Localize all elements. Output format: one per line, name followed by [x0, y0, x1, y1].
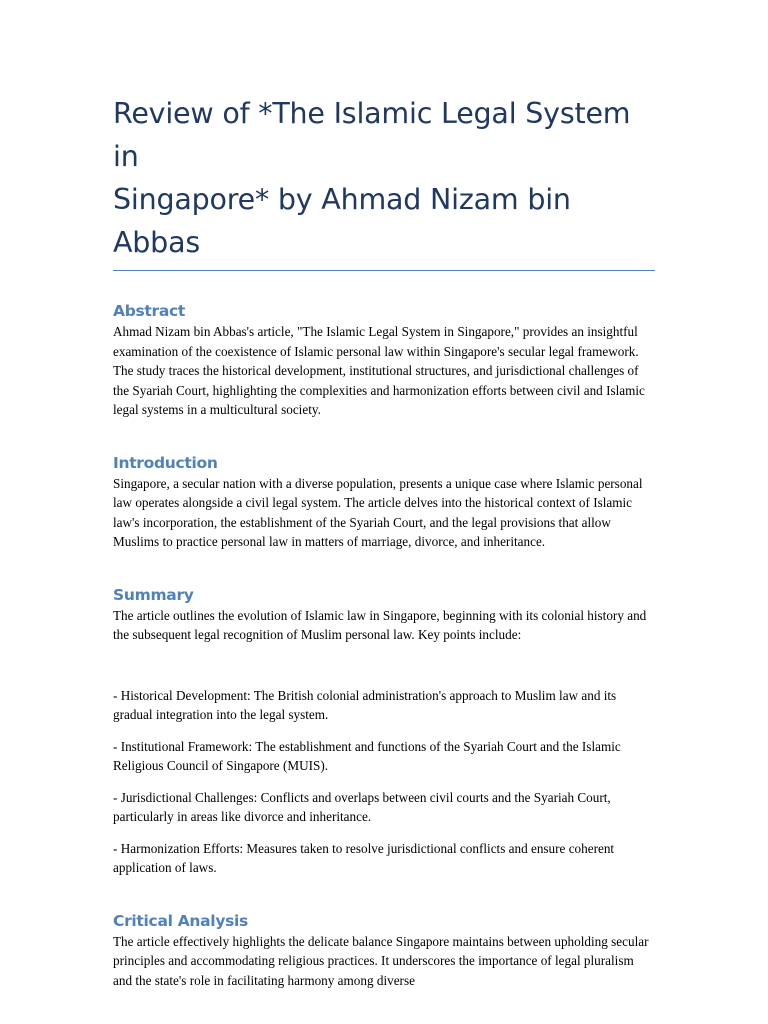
summary-heading: Summary — [113, 585, 194, 604]
summary-point-harmonization-efforts: - Harmonization Efforts: Measures taken to resolve jurisdictional conflicts and ensure coherent application of laws. — [113, 840, 615, 875]
title-line-2: Singapore* by Ahmad Nizam bin Abbas — [113, 183, 571, 259]
summary-point-historical-development: - Historical Development: The British colonial administration's approach to Muslim law and its gradual integration into the legal system. — [113, 687, 617, 722]
section-summary — [113, 584, 655, 878]
critical-analysis-body: The article effectively highlights the delicate balance Singapore maintains between upholding secular principles and accommodating religious practices. It underscores the importance of legal pluralism and the state's role in facilitating harmony among diverse — [113, 933, 649, 988]
summary-body: The article outlines the evolution of Islamic law in Singapore, beginning with its colonial history and the subsequent legal recognition of Muslim personal law. Key points include: — [113, 607, 647, 642]
section-critical-analysis — [113, 910, 655, 991]
introduction-heading: Introduction — [113, 453, 218, 472]
abstract-body: Ahmad Nizam bin Abbas's article, "The Islamic Legal System in Singapore," provides an insightful examination of the coexistence of Islamic personal law within Singapore's secular legal framework. The study traces the historical development, institutional structures, and jurisdictional challenges of the Syariah Court, highlighting the complexities and harmonization efforts between civil and Islamic legal systems in a multicultural society. — [113, 324, 645, 417]
document-title — [113, 92, 655, 271]
summary-points-list — [113, 686, 655, 878]
section-abstract — [113, 300, 655, 420]
abstract-heading: Abstract — [113, 302, 186, 320]
document-page — [113, 92, 655, 990]
summary-point-jurisdictional-challenges: - Jurisdictional Challenges: Conflicts and overlaps between civil courts and the Syariah Court, particularly in areas like divorce and inheritance. — [113, 789, 611, 824]
section-introduction — [113, 452, 655, 552]
critical-analysis-heading: Critical Analysis — [113, 911, 248, 930]
introduction-body: Singapore, a secular nation with a diverse population, presents a unique case where Islamic personal law operates alongside a civil legal system. The article delves into the historical context of Islamic law's incorporation, the establishment of the Syariah Court, and the legal provisions that allow Muslims to practice personal law in matters of marriage, divorce, and inheritance. — [113, 475, 643, 549]
title-line-1: Review of *The Islamic Legal System in — [113, 97, 631, 173]
summary-point-institutional-framework: - Institutional Framework: The establishment and functions of the Syariah Court and the Islamic Religious Council of Singapore (MUIS). — [113, 738, 621, 773]
